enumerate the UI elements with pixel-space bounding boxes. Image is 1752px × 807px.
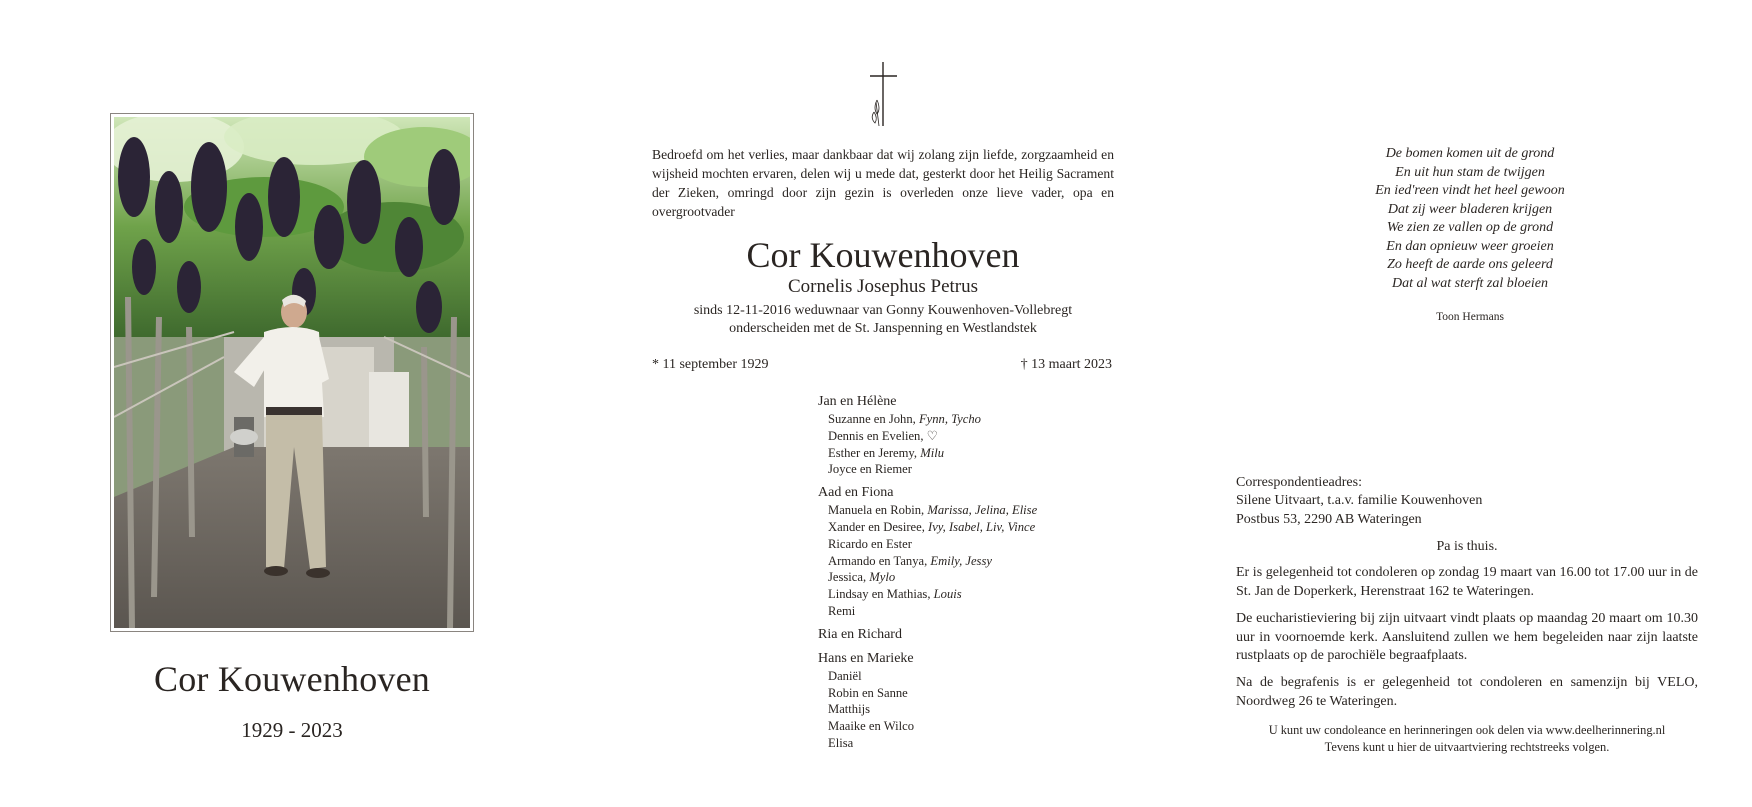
condolence-info: Er is gelegenheid tot condoleren op zondag 19 maart van 16.00 tot 17.00 uur in de St. Jan de Doperkerk, Herenstraat 162 te Wateringen. xyxy=(1236,565,1698,599)
family-member: Suzanne en John, Fynn, Tycho xyxy=(828,412,981,426)
poem-line: Dat zij weer bladeren krijgen xyxy=(1387,201,1553,217)
poem-line: De bomen komen uit de grond xyxy=(1385,146,1555,161)
family-member: Daniël xyxy=(828,668,862,683)
widower-line: sinds 12-11-2016 weduwnaar van Gonny Kouwenhoven-Vollebregt xyxy=(693,303,1073,318)
cover-years: 1929 - 2023 xyxy=(241,718,343,742)
poem xyxy=(1320,145,1620,293)
home-note: Pa is thuis. xyxy=(1436,539,1498,554)
given-names: Cornelis Josephus Petrus xyxy=(788,276,978,297)
poem-line: En uit hun stam de twijgen xyxy=(1395,164,1545,180)
family-list xyxy=(818,393,1098,758)
family-group xyxy=(818,650,1098,752)
family-member: Esther en Jeremy, Milu xyxy=(828,445,944,460)
correspondence-label: Correspondentieadres: xyxy=(1236,475,1362,490)
footer-line: Tevens kunt u hier de uitvaartviering rechtstreeks volgen. xyxy=(1324,740,1610,754)
family-member: Armando en Tanya, Emily, Jessy xyxy=(828,553,992,568)
family-member: Jessica, Mylo xyxy=(828,570,896,585)
family-member: Maaike en Wilco xyxy=(828,719,914,734)
family-group xyxy=(818,626,1098,644)
family-member: Dennis en Evelien, ♡ xyxy=(828,428,938,443)
family-group xyxy=(818,393,1098,478)
family-member: Joyce en Riemer xyxy=(828,462,912,477)
online-condolence-note xyxy=(1236,722,1698,756)
vineyard-greenhouse-photo xyxy=(114,117,470,628)
poem-line: We zien ze vallen op de grond xyxy=(1386,220,1554,235)
birth-date: * 11 september 1929 xyxy=(652,357,769,372)
poem-line: En ied'reen vindt het heel gewoon xyxy=(1375,183,1565,198)
family-member: Ricardo en Ester xyxy=(828,536,912,551)
family-group xyxy=(818,484,1098,620)
family-member: Matthijs xyxy=(828,702,870,717)
poem-line: En dan opnieuw weer groeien xyxy=(1386,238,1554,254)
family-head: Jan en Hélène xyxy=(818,394,897,409)
poem-author: Toon Hermans xyxy=(1436,311,1504,323)
family-member: Elisa xyxy=(828,735,854,750)
after-burial-info: Na de begrafenis is er gelegenheid tot condoleren en samenzijn bij VELO, Noordweg 26 te Wateringen. xyxy=(1236,675,1698,709)
deceased-name: Cor Kouwenhoven xyxy=(746,235,1020,275)
correspondence-address xyxy=(1236,474,1482,529)
family-head: Aad en Fiona xyxy=(818,485,894,501)
poem-line: Zo heeft de aarde ons geleerd xyxy=(1387,257,1553,272)
honor-line: onderscheiden met de St. Janspenning en Westlandstek xyxy=(729,321,1037,336)
portrait-photo xyxy=(114,117,470,628)
death-date: † 13 maart 2023 xyxy=(1020,357,1112,372)
family-member: Lindsay en Mathias, Louis xyxy=(828,587,962,602)
family-head: Ria en Richard xyxy=(818,626,902,642)
family-member: Manuela en Robin, Marissa, Jelina, Elise xyxy=(828,503,1038,518)
mass-info: De eucharistieviering bij zijn uitvaart vindt plaats op maandag 20 maart om 10.30 uur in voornoemde kerk. Aansluitend zullen we hem begeleiden naar zijn laatste rustplaats op de parochiële begraafplaats. xyxy=(1236,611,1698,663)
announcement-text: Bedroefd om het verlies, maar dankbaar dat wij zolang zijn liefde, zorgzaamheid en wijsheid mochten ervaren, delen wij u mede dat, gesterkt door het Heilig Sacrament der Zieken, omringd door zijn gezin is overleden onze lieve vader, opa en overgrootvader xyxy=(652,147,1114,219)
cross-icon xyxy=(866,62,900,128)
family-member: Robin en Sanne xyxy=(828,685,908,700)
poem-line: Dat al wat sterft zal bloeien xyxy=(1392,275,1548,291)
family-head: Hans en Marieke xyxy=(818,650,914,666)
portrait-photo-frame xyxy=(110,113,474,632)
cover-name: Cor Kouwenhoven xyxy=(154,659,430,699)
family-member: Remi xyxy=(828,603,856,618)
correspondence-line: Silene Uitvaart, t.a.v. familie Kouwenhoven xyxy=(1236,493,1483,509)
footer-line: U kunt uw condoleance en herinneringen ook delen via www.deelherinnering.nl xyxy=(1268,723,1666,737)
correspondence-line: Postbus 53, 2290 AB Wateringen xyxy=(1236,511,1422,527)
family-member: Xander en Desiree, Ivy, Isabel, Liv, Vince xyxy=(828,519,1036,534)
